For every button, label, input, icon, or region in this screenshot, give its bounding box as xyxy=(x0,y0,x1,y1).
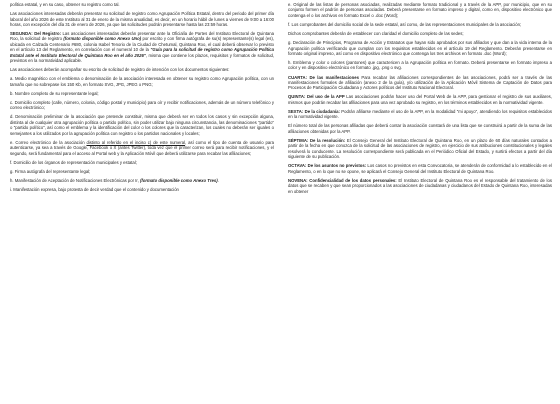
paragraph-text: g. Declaración de Principios, Programa de Acción y Estatutos que hayan sido aprobados por sus afiliados y que dan a la vida interna de la Agrupación política verificando que cumplan con los requisitos establecidos en el artículo 19 del Reglamento. Deberán presentarse en formato original impreso, así como en dispositivo electrónico que contenga los tres archivos en formato .doc (Word); xyxy=(288,40,552,56)
paragraph xyxy=(10,169,274,174)
paragraph-text: (formato disponible como Anexo Tres) xyxy=(139,177,218,183)
paragraph-text: i. Manifestación expresa, bajo protesta de decir verdad que el contenido y documentación xyxy=(10,186,179,192)
section-heading: CUARTA: De las manifestaciones xyxy=(288,74,359,80)
paragraph xyxy=(288,40,552,56)
paragraph-text: El número total de las personas afiliadas que deberá contar la asociación constará de una lista que se construirá a partir de la suma de las afiliaciones obtenidas por la APP. xyxy=(288,123,552,134)
paragraph-text: distinto al referido en el inciso c) de este numeral xyxy=(86,139,186,145)
paragraph-text: . xyxy=(217,177,219,183)
paragraph-text: , misma que contiene los plazos, requisitos y formatos de solicitud, previstos en la normatividad aplicable. xyxy=(10,52,274,64)
paragraph-text: Las asociaciones interesadas deberán presentar su solicitud de registro como Agrupación Política Estatal, dentro del periodo del primer día laboral del año 2026 de este Instituto al 31 de enero de la misma anualidad, es decir, en un horario hábil de lunes a viernes de 9:00 a 16:00 horas, con excepción del día 31 de enero de 2026, ya que las solicitudes podrán presentarse hasta las 23:59 horas. xyxy=(10,11,274,27)
paragraph xyxy=(10,31,274,64)
paragraph xyxy=(10,160,274,165)
section-heading: QUINTA: Del uso de la APP xyxy=(288,94,345,100)
paragraph-text: e. Correo electrónico de la asociación xyxy=(10,139,87,145)
paragraph xyxy=(288,75,552,91)
paragraph-text: d. Denominación preliminar de la asociación que pretende constituir, misma que deberá ser en todos los casos y sin excepción alguna, distinta al de cualquier otra agrupación política o partido político, sin poder utilizar bajo ninguna circunstancia, las denominaciones "partido" o "partido político", así como el emblema y la identificación del color o los colores que la caracterizan, los cuales no deberán ser iguales o semejantes a los utilizados por la agrupación política con registro o los partidos nacionales y locales; xyxy=(10,114,274,136)
section-heading: OCTAVA: De los asuntos no previstos: xyxy=(288,163,367,169)
section-heading: SEXTA: De la ciudadanía: xyxy=(288,108,340,114)
paragraph-text: b. Nombre completo de su representante legal; xyxy=(10,90,99,96)
paragraph xyxy=(10,91,274,96)
paragraph-text: a. Medio magnético con el emblema o denominación de la asociación interesada en obtener su registro como Agrupación política, con un tamaño que no sobrepase los 150 Kb, en formato SVG, JPG, JPEG o PNG; xyxy=(10,76,274,87)
paragraph xyxy=(10,11,274,27)
paragraph xyxy=(288,109,552,120)
paragraph-text: h. Emblema y color o colores (pantones) que caractericen a la Agrupación política en formato. Deberá presentarse en formato impreso a color y en dispositivo electrónico en formato .jpg, .png o svg. xyxy=(288,60,552,71)
paragraph-text: e. Original de las listas de personas asociadas, realizadas mediante formato tradicional y a través de la APP, por municipio, que en su conjunto formen el padrón de personas asociadas. Deberá presentarse en formato impreso y digital, como en, dispositivo electrónico que contenga el o los archivos en formato Excel o .doc (Word); xyxy=(288,2,552,18)
paragraph xyxy=(288,178,552,194)
left-column xyxy=(10,2,274,404)
paragraph-text: f. Domicilio de los órganos de representación municipales y estatal; xyxy=(10,159,137,165)
paragraph-text: f. Los comprobantes del domicilio social de la sede estatal, así como, de las representaciones municipales de la asociación; xyxy=(288,21,522,27)
section-heading: SEGUNDA: Del Registro: xyxy=(10,31,63,36)
paragraph-text: Los casos no previstos en esta Convocatoria, se atenderán de conformidad a lo establecido en el Reglamento, o en lo que no se opone, se aplicará el Consejo General del Instituto Electoral de Quintana Roo. xyxy=(288,163,552,174)
section-heading: SÉPTIMA: De la resolución: xyxy=(288,137,346,143)
paragraph xyxy=(10,178,274,183)
paragraph xyxy=(288,31,552,36)
paragraph-text: El Consejo General del Instituto Electoral de Quintana Roo, en un plazo de 60 días naturales contados a partir de la fecha en que conozca de la solicitud de las asociaciones de registro, en ejercicio de sus atribuciones constitucionales y legales resolverá lo conducente. La resolución correspondiente será publicada en el Periódico Oficial del Estado, y surtirá efectos a partir del día siguiente de su publicación. xyxy=(288,137,552,160)
paragraph xyxy=(10,100,274,111)
paragraph-text: Para recabar las afiliaciones correspondientes de las asociaciones, podrá ser a través de las manifestaciones formales de afiliación (anexo 2 de la guía), y/o utilización de la Aplicación Móvil Sistema de Captación de Datos para Procesos de Participación Ciudadana y Actores políticos del Instituto Nacional Electoral. xyxy=(288,74,552,91)
paragraph-text: "Guía para la solicitud de registro como Agrupación Política Estatal ante el Instituto Electoral de Quintana Roo en el año 2026" xyxy=(10,47,274,58)
paragraph-text: g. Firma autógrafa del representante legal; xyxy=(10,168,91,174)
paragraph xyxy=(10,76,274,87)
paragraph-text: , así como el tipo de cuenta de usuario para autenticarse, ya sea a través de Google, Facebook o X (antes Twitter), toda vez que el primer correo será para recibir notificaciones, y el segundo, será fundamental para el acceso al Portal web y la Aplicación Móvil que deberá utilizarse para recabar las afiliaciones; xyxy=(10,139,274,156)
paragraph-text: Podrán afiliarse mediante el uso de la APP, en la modalidad "mi apoyo", atendiendo los requisitos establecidos en la normatividad vigente. xyxy=(288,108,552,120)
section-heading: NOVENA: Confidencialidad de los datos personales: xyxy=(288,177,397,183)
paragraph-text: (formato disponible como Anexo Uno) xyxy=(63,36,142,42)
paragraph xyxy=(288,123,552,134)
paragraph xyxy=(288,22,552,27)
paragraph xyxy=(288,60,552,71)
paragraph-text: El Instituto Electoral de Quintana Roo es el responsable del tratamiento de los datos que se recaben y que sean proporcionados a las asociaciones de ciudadanas y ciudadanos del Estado de Quintana Roo, interesadas en obtener xyxy=(288,177,552,194)
right-column xyxy=(288,2,552,404)
paragraph xyxy=(10,114,274,136)
paragraph-text: Las asociaciones deberán acompañar su escrito de solicitud de registro de intención con los documentos siguientes: xyxy=(10,67,230,73)
paragraph-text: h. Manifestación de Aceptación de Notificaciones Electrónicas por Ir, xyxy=(10,177,140,183)
paragraph xyxy=(10,67,274,72)
paragraph-text: política estatal, y en su caso, obtener su registro como tal. xyxy=(10,2,120,7)
paragraph xyxy=(288,94,552,105)
paragraph xyxy=(288,163,552,174)
paragraph-text: Las asociaciones podrán hacer uso del Portal Web de la APP, para gestionar el registro de sus auxiliares, mismos que podrán recabar las afiliaciones para una vez aprobado su registro, en los términos establecidos en la normatividad vigente. xyxy=(288,94,552,105)
paragraph xyxy=(10,187,274,192)
paragraph-text: c. Domicilio completo (calle, número, colonia, código postal y municipio) para oír y recibir notificaciones, además de un número telefónico y correo electrónico; xyxy=(10,99,274,111)
paragraph xyxy=(288,138,552,160)
paragraph-text: por escrito y con firma autógrafa de su(s) representante(s) legal (es), ubicada en Calzada Centenario #680, colonia Isabel Tenorio de la Ciudad de Chetumal, Quintana Roo, el cual deberá observar lo previsto en el artículo 13 del Reglamento, en correlación con el numeral 10 de la xyxy=(10,36,274,53)
paragraph xyxy=(288,2,552,18)
paragraph xyxy=(10,140,274,156)
paragraph xyxy=(10,2,274,7)
paragraph-text: Las asociaciones interesadas deberán presentar ante la Oficialía de Partes del Instituto Electoral de Quintana Roo, la solicitud de registro xyxy=(10,31,274,42)
paragraph-text: Dichos comprobantes deberán de establecer con claridad el domicilio completo de las sedes; xyxy=(288,31,464,36)
